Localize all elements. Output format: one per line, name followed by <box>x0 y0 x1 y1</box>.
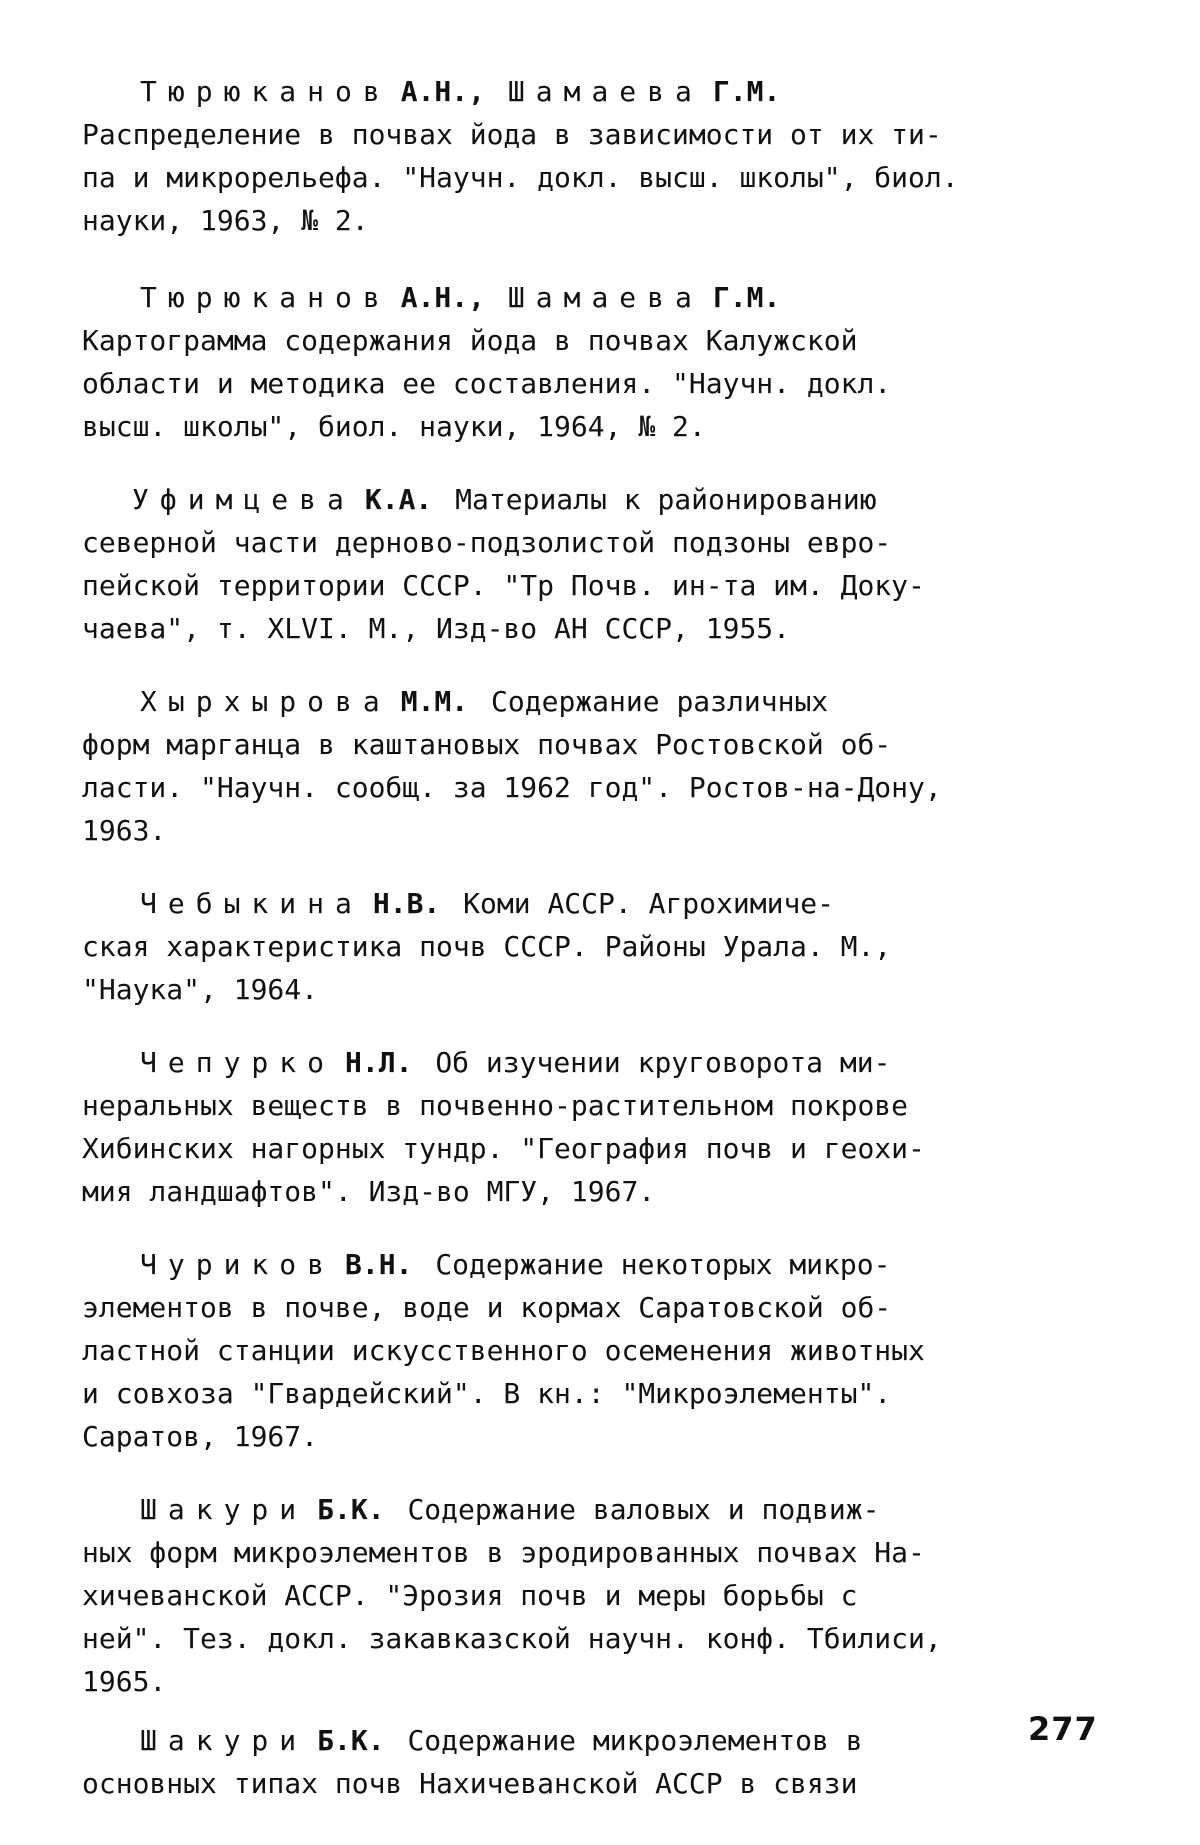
bibliography-entry <box>82 1041 1122 1213</box>
entry-text-line: области и методика ее составления. "Научн. докл. <box>82 367 892 400</box>
entry-initials: М.М. <box>400 685 469 718</box>
entry-author: Чебыкина <box>140 887 363 920</box>
entry-text-line: Картограмма содержания йода в почвах Калужской <box>82 324 858 357</box>
entry-text-line: науки, 1963, № 2. <box>82 204 369 237</box>
bibliography-entry <box>82 276 1122 448</box>
entry-author: Чепурко <box>140 1046 336 1079</box>
entry-text-line: ская характеристика почв СССР. Районы Урала. М., <box>82 930 892 963</box>
entry-title-start: Об изучении круговорота ми- <box>435 1046 891 1079</box>
entry-text-line: 1963. <box>82 814 167 847</box>
bibliography-entry <box>82 478 1122 650</box>
entry-text-line: высш. школы", биол. науки, 1964, № 2. <box>82 410 706 443</box>
entry-title-start: Материалы к районированию <box>455 483 877 516</box>
entry-coinitials: Г.М. <box>712 281 781 314</box>
entry-text-line: чаева", т. XLVI. М., Изд-во АН СССР, 1955. <box>82 612 791 645</box>
entry-text-line: форм марганца в каштановых почвах Ростовской об- <box>82 728 892 761</box>
entry-text-line: Саратов, 1967. <box>82 1420 319 1453</box>
entry-initials: К.А. <box>364 483 433 516</box>
bibliography-list <box>82 70 1122 1845</box>
entry-initials: В.Н. <box>345 1248 413 1281</box>
entry-text-line: Распределение в почвах йода в зависимости от их ти- <box>82 118 942 151</box>
entry-first-line <box>82 70 1122 113</box>
entry-text-line: и совхоза "Гвардейский". В кн.: "Микроэлементы". <box>82 1377 892 1410</box>
entry-author: Чуриков <box>140 1248 336 1281</box>
entry-text-line: ных форм микроэлементов в эродированных почвах На- <box>82 1536 925 1569</box>
bibliography-entry <box>82 882 1122 1011</box>
entry-title-start: Содержание микроэлементов в <box>407 1724 863 1757</box>
bibliography-entry <box>82 70 1122 242</box>
entry-text-line: основных типах почв Нахичеванской АССР в связи <box>82 1767 858 1800</box>
entry-initials: Б.К. <box>317 1724 385 1757</box>
entry-author: Уфимцева <box>132 483 355 516</box>
entry-first-line <box>82 1041 1122 1084</box>
entry-initials: Н.Л. <box>345 1046 413 1079</box>
entry-text-line: ней". Тез. докл. закавказской научн. конф. Тбилиси, <box>82 1622 942 1655</box>
entry-text-line: хичеванской АССР. "Эрозия почв и меры борьбы с <box>82 1579 858 1612</box>
bibliography-entry <box>82 1243 1122 1458</box>
entry-text-line: пейской территории СССР. "Тр Почв. ин-та им. Доку- <box>82 569 925 602</box>
entry-initials: Н.В. <box>372 887 441 920</box>
entry-initials: А.Н., <box>400 281 486 314</box>
entry-text-line: ласти. "Научн. сообщ. за 1962 год". Ростов-на-Дону, <box>82 771 942 804</box>
entry-author: Тюрюканов <box>140 75 391 108</box>
entry-text-line: Хибинских нагорных тундр. "География почв и геохи- <box>82 1132 925 1165</box>
page-number: 277 <box>1028 1710 1098 1748</box>
entry-text-line: элементов в почве, воде и кормах Саратовской об- <box>82 1291 892 1324</box>
entry-text-line: "Наука", 1964. <box>82 973 319 1006</box>
entry-text-line: мия ландшафтов". Изд-во МГУ, 1967. <box>82 1175 656 1208</box>
bibliography-entry <box>82 680 1122 852</box>
entry-text-line: ластной станции искусственного осеменения животных <box>82 1334 925 1367</box>
entry-title-start: Содержание различных <box>491 685 829 718</box>
entry-text-line: северной части дерново-подзолистой подзоны евро- <box>82 526 892 559</box>
entry-first-line <box>82 1243 1122 1286</box>
entry-coauthor: Шамаева <box>507 281 703 314</box>
entry-coinitials: Г.М. <box>712 75 781 108</box>
entry-first-line <box>82 478 1122 521</box>
entry-author: Шакури <box>140 1724 308 1757</box>
entry-author: Хырхырова <box>140 685 391 718</box>
entry-text-line: па и микрорельефа. "Научн. докл. высш. школы", биол. <box>82 161 959 194</box>
entry-author: Шакури <box>140 1493 308 1526</box>
bibliography-entry <box>82 1488 1122 1703</box>
entry-first-line <box>82 680 1122 723</box>
entry-title-start: Содержание некоторых микро- <box>435 1248 891 1281</box>
entry-initials: А.Н., <box>400 75 486 108</box>
entry-coauthor: Шамаева <box>507 75 703 108</box>
entry-text-line: 1965. <box>82 1665 167 1698</box>
entry-title-start: Коми АССР. Агрохимиче- <box>463 887 835 920</box>
entry-first-line <box>82 1719 1122 1762</box>
bibliography-entry <box>82 1719 1122 1805</box>
entry-author: Тюрюканов <box>140 281 391 314</box>
entry-initials: Б.К. <box>317 1493 385 1526</box>
entry-first-line <box>82 1488 1122 1531</box>
entry-first-line <box>82 276 1122 319</box>
entry-text-line: неральных веществ в почвенно-растительном покрове <box>82 1089 909 1122</box>
entry-first-line <box>82 882 1122 925</box>
entry-title-start: Содержание валовых и подвиж- <box>407 1493 880 1526</box>
